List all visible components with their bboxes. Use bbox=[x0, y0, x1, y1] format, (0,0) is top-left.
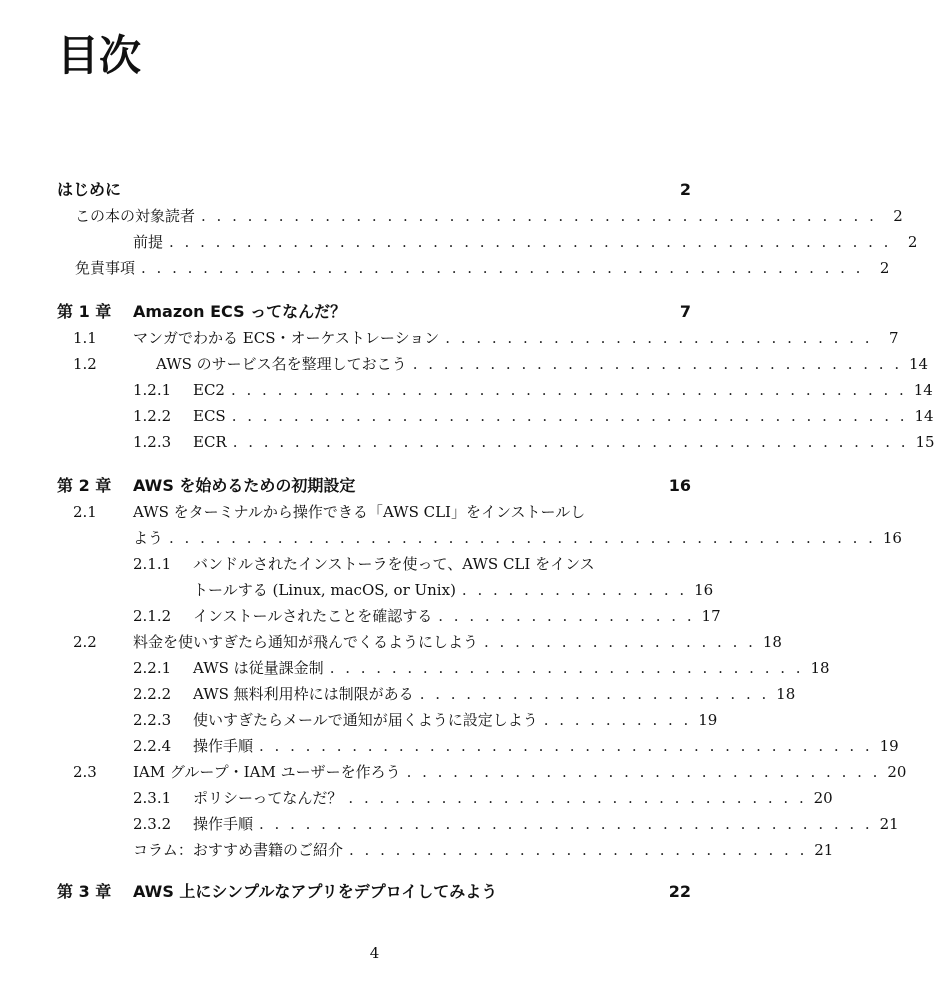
toc-number: 2.2.1 bbox=[133, 659, 172, 677]
toc-number: 第 2 章 bbox=[57, 476, 112, 495]
toc-entry[interactable] bbox=[57, 378, 933, 402]
toc-page: 7 bbox=[679, 302, 691, 321]
toc-page: 20 bbox=[887, 763, 907, 781]
toc-number: 1.2.3 bbox=[133, 433, 172, 451]
toc-entry[interactable] bbox=[57, 682, 796, 706]
toc-entry[interactable] bbox=[57, 204, 903, 228]
leader-dots: . . . . . . . . . . . . . . . . . . . . . . . . . . . . . . . . . . . . . . . . . . . . . . . bbox=[169, 233, 892, 251]
toc-title: インストールされたことを確認する bbox=[193, 607, 433, 625]
toc-page: 14 bbox=[913, 381, 933, 399]
toc-title: よう bbox=[133, 529, 164, 547]
toc-number: 2.3 bbox=[73, 763, 97, 781]
leader-dots: . . . . . . . . . . bbox=[543, 711, 692, 729]
toc-entry[interactable] bbox=[57, 526, 902, 550]
toc-number: 2.2.4 bbox=[133, 737, 172, 755]
toc-title: AWS は従量課金制 bbox=[193, 659, 324, 677]
toc-entry[interactable] bbox=[57, 326, 899, 350]
toc-page: 15 bbox=[915, 433, 935, 451]
toc-title: AWS のサービス名を整理しておこう bbox=[156, 355, 407, 373]
toc-page: 2 bbox=[893, 207, 903, 225]
leader-dots: . . . . . . . . . . . . . . . . . . . . . . . . . . . . bbox=[445, 329, 873, 347]
leader-dots: . . . . . . . . . . . . . . . . . . . . . . . . . . . . . . . . . . . . . . . . . . . . bbox=[201, 207, 877, 225]
leader-dots: . . . . . . . . . . . . . . . . . . bbox=[484, 633, 756, 651]
toc-page: 19 bbox=[879, 737, 899, 755]
leader-dots: . . . . . . . . . . . . . . . . . . . . . . . . . . . . . . . . . . . . . . . . bbox=[259, 737, 873, 755]
toc-entry[interactable] bbox=[57, 786, 833, 810]
leader-dots: . . . . . . . . . . . . . . . . . . . . . . . . . . . . . . . . . . . . . . . . . . . . bbox=[231, 407, 908, 425]
leader-dots: . . . . . . . . . . . . . . . . . . . . . . . . . . . . . . . . . . . . . . . . bbox=[259, 815, 873, 833]
toc-title: トールする (Linux, macOS, or Unix) bbox=[193, 581, 456, 599]
toc-entry[interactable] bbox=[57, 812, 899, 836]
toc-page: 17 bbox=[701, 607, 721, 625]
toc-number: 2.3.1 bbox=[133, 789, 172, 807]
toc-title: ECR bbox=[193, 433, 227, 451]
toc-chapter-3[interactable] bbox=[57, 880, 691, 904]
toc-page: 21 bbox=[814, 841, 834, 859]
toc-page: 19 bbox=[698, 711, 718, 729]
toc-title: AWS を始めるための初期設定 bbox=[133, 476, 356, 495]
toc-number: 1.1 bbox=[73, 329, 97, 347]
toc-title: 操作手順 bbox=[193, 815, 254, 833]
toc-page: 22 bbox=[668, 882, 691, 901]
toc-page: 16 bbox=[882, 529, 902, 547]
toc-page: 21 bbox=[879, 815, 899, 833]
toc-title: はじめに bbox=[57, 180, 122, 199]
toc-title: 操作手順 bbox=[193, 737, 254, 755]
toc-page: 18 bbox=[762, 633, 782, 651]
leader-dots: . . . . . . . . . . . . . . . . . . . . . . . . . . . . . . . . . . . . . . . . . . . . bbox=[230, 381, 907, 399]
toc-title: 使いすぎたらメールで通知が届くように設定しよう bbox=[193, 711, 538, 729]
toc-chapter-intro[interactable] bbox=[57, 178, 691, 202]
toc-page: 16 bbox=[668, 476, 691, 495]
toc-title: EC2 bbox=[193, 381, 225, 399]
toc-entry[interactable] bbox=[57, 430, 935, 454]
toc-entry[interactable] bbox=[57, 656, 830, 680]
leader-dots: . . . . . . . . . . . . . . . . . bbox=[438, 607, 695, 625]
toc-number: 2.1.2 bbox=[133, 607, 172, 625]
leader-dots: . . . . . . . . . . . . . . . . . . . . . . . . . . . . . . . bbox=[329, 659, 804, 677]
toc-number: 2.3.2 bbox=[133, 815, 172, 833]
toc-title: マンガでわかる ECS・オーケストレーション bbox=[133, 329, 440, 347]
toc-chapter-1[interactable] bbox=[57, 300, 691, 324]
toc-title: 免責事項 bbox=[75, 259, 136, 277]
toc-entry[interactable] bbox=[57, 230, 918, 254]
toc-number: 2.1 bbox=[73, 503, 97, 521]
toc-title: AWS 上にシンプルなアプリをデプロイしてみよう bbox=[133, 882, 498, 901]
toc-title: バンドルされたインストーラを使って、AWS CLI をインス bbox=[193, 555, 595, 573]
leader-dots: . . . . . . . . . . . . . . . . . . . . . . . . . . . . . . bbox=[349, 841, 808, 859]
toc-title: コラム：おすすめ書籍のご紹介 bbox=[133, 841, 344, 859]
toc-title: IAM グループ・IAM ユーザーを作ろう bbox=[133, 763, 401, 781]
toc-entry[interactable] bbox=[57, 256, 890, 280]
leader-dots: . . . . . . . . . . . . . . . . . . . . . . . bbox=[419, 685, 770, 703]
toc-page: 18 bbox=[810, 659, 830, 677]
leader-dots: . . . . . . . . . . . . . . . . . . . . . . . . . . . . . . bbox=[348, 789, 807, 807]
toc-page: 14 bbox=[909, 355, 929, 373]
leader-dots: . . . . . . . . . . . . . . . . . . . . . . . . . . . . . . . . . . . . . . . . . . . . bbox=[232, 433, 909, 451]
leader-dots: . . . . . . . . . . . . . . . bbox=[461, 581, 688, 599]
toc-number: 第 3 章 bbox=[57, 882, 112, 901]
toc-page: 7 bbox=[888, 329, 899, 347]
page-title: 目次 bbox=[57, 31, 142, 80]
toc-entry[interactable] bbox=[57, 552, 691, 576]
toc-title: AWS をターミナルから操作できる「AWS CLI」をインストールし bbox=[133, 503, 586, 521]
toc-page: 2 bbox=[679, 180, 691, 199]
toc-title: ECS bbox=[193, 407, 226, 425]
toc-entry[interactable] bbox=[57, 352, 929, 376]
toc-entry[interactable] bbox=[57, 760, 907, 784]
leader-dots: . . . . . . . . . . . . . . . . . . . . . . . . . . . . . . . . . . . . . . . . . . . . . . . bbox=[141, 259, 864, 277]
toc-entry[interactable] bbox=[57, 578, 714, 602]
toc-title: AWS 無料利用枠には制限がある bbox=[193, 685, 414, 703]
leader-dots: . . . . . . . . . . . . . . . . . . . . . . . . . . . . . . . . bbox=[412, 355, 903, 373]
toc-entry[interactable] bbox=[57, 404, 934, 428]
toc-chapter-2[interactable] bbox=[57, 474, 691, 498]
toc-page: 2 bbox=[879, 259, 890, 277]
toc-number: 2.2 bbox=[73, 633, 97, 651]
toc-number: 1.2.1 bbox=[133, 381, 172, 399]
toc-page: 20 bbox=[813, 789, 833, 807]
toc-entry[interactable] bbox=[57, 500, 691, 524]
toc-title: 前提 bbox=[133, 233, 164, 251]
toc-title: ポリシーってなんだ？ bbox=[193, 789, 343, 807]
leader-dots: . . . . . . . . . . . . . . . . . . . . . . . . . . . . . . . . . . . . . . . . . . . . . . bbox=[169, 529, 876, 547]
toc-page: 2 bbox=[907, 233, 918, 251]
toc-page: 18 bbox=[776, 685, 796, 703]
leader-dots: . . . . . . . . . . . . . . . . . . . . . . . . . . . . . . . bbox=[406, 763, 881, 781]
page-number: 4 bbox=[369, 944, 380, 962]
toc-entry[interactable] bbox=[57, 604, 721, 628]
toc-number: 第 1 章 bbox=[57, 302, 112, 321]
toc-entry[interactable] bbox=[57, 734, 899, 758]
toc-number: 1.2 bbox=[73, 355, 97, 373]
toc-title: この本の対象読者 bbox=[75, 207, 196, 225]
toc-page: 14 bbox=[914, 407, 934, 425]
toc-entry[interactable] bbox=[57, 838, 834, 862]
toc-number: 2.2.3 bbox=[133, 711, 172, 729]
toc-number: 1.2.2 bbox=[133, 407, 172, 425]
toc-title: Amazon ECS ってなんだ？ bbox=[133, 302, 347, 321]
toc-entry[interactable] bbox=[57, 708, 718, 732]
toc-title: 料金を使いすぎたら通知が飛んでくるようにしよう bbox=[133, 633, 479, 651]
toc-number: 2.1.1 bbox=[133, 555, 172, 573]
toc-page: 16 bbox=[694, 581, 714, 599]
toc-entry[interactable] bbox=[57, 630, 782, 654]
toc-number: 2.2.2 bbox=[133, 685, 172, 703]
